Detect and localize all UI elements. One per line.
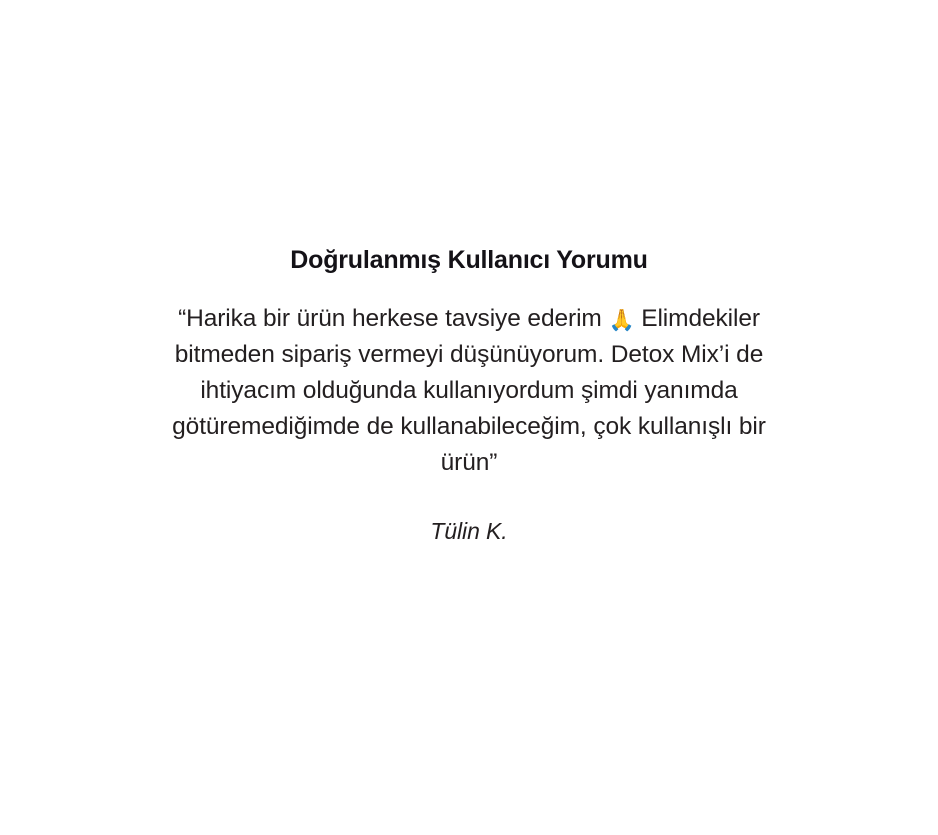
testimonial-author: Tülin K. <box>430 517 508 544</box>
testimonial-title: Doğrulanmış Kullanıcı Yorumu <box>290 246 648 274</box>
folded-hands-emoji: 🙏 <box>608 307 635 332</box>
testimonial-quote <box>169 301 769 481</box>
quote-text-after-emoji: Elimdekiler bitmeden sipariş vermeyi düşünüyorum. Detox Mix’i de ihtiyacım olduğunda kullanıyordum şimdi yanımda götüremediğimde de kullanabileceğim, çok kullanışlı bir ürün” <box>172 304 766 476</box>
quote-text-before-emoji: “Harika bir ürün herkese tavsiye ederim <box>178 304 609 332</box>
